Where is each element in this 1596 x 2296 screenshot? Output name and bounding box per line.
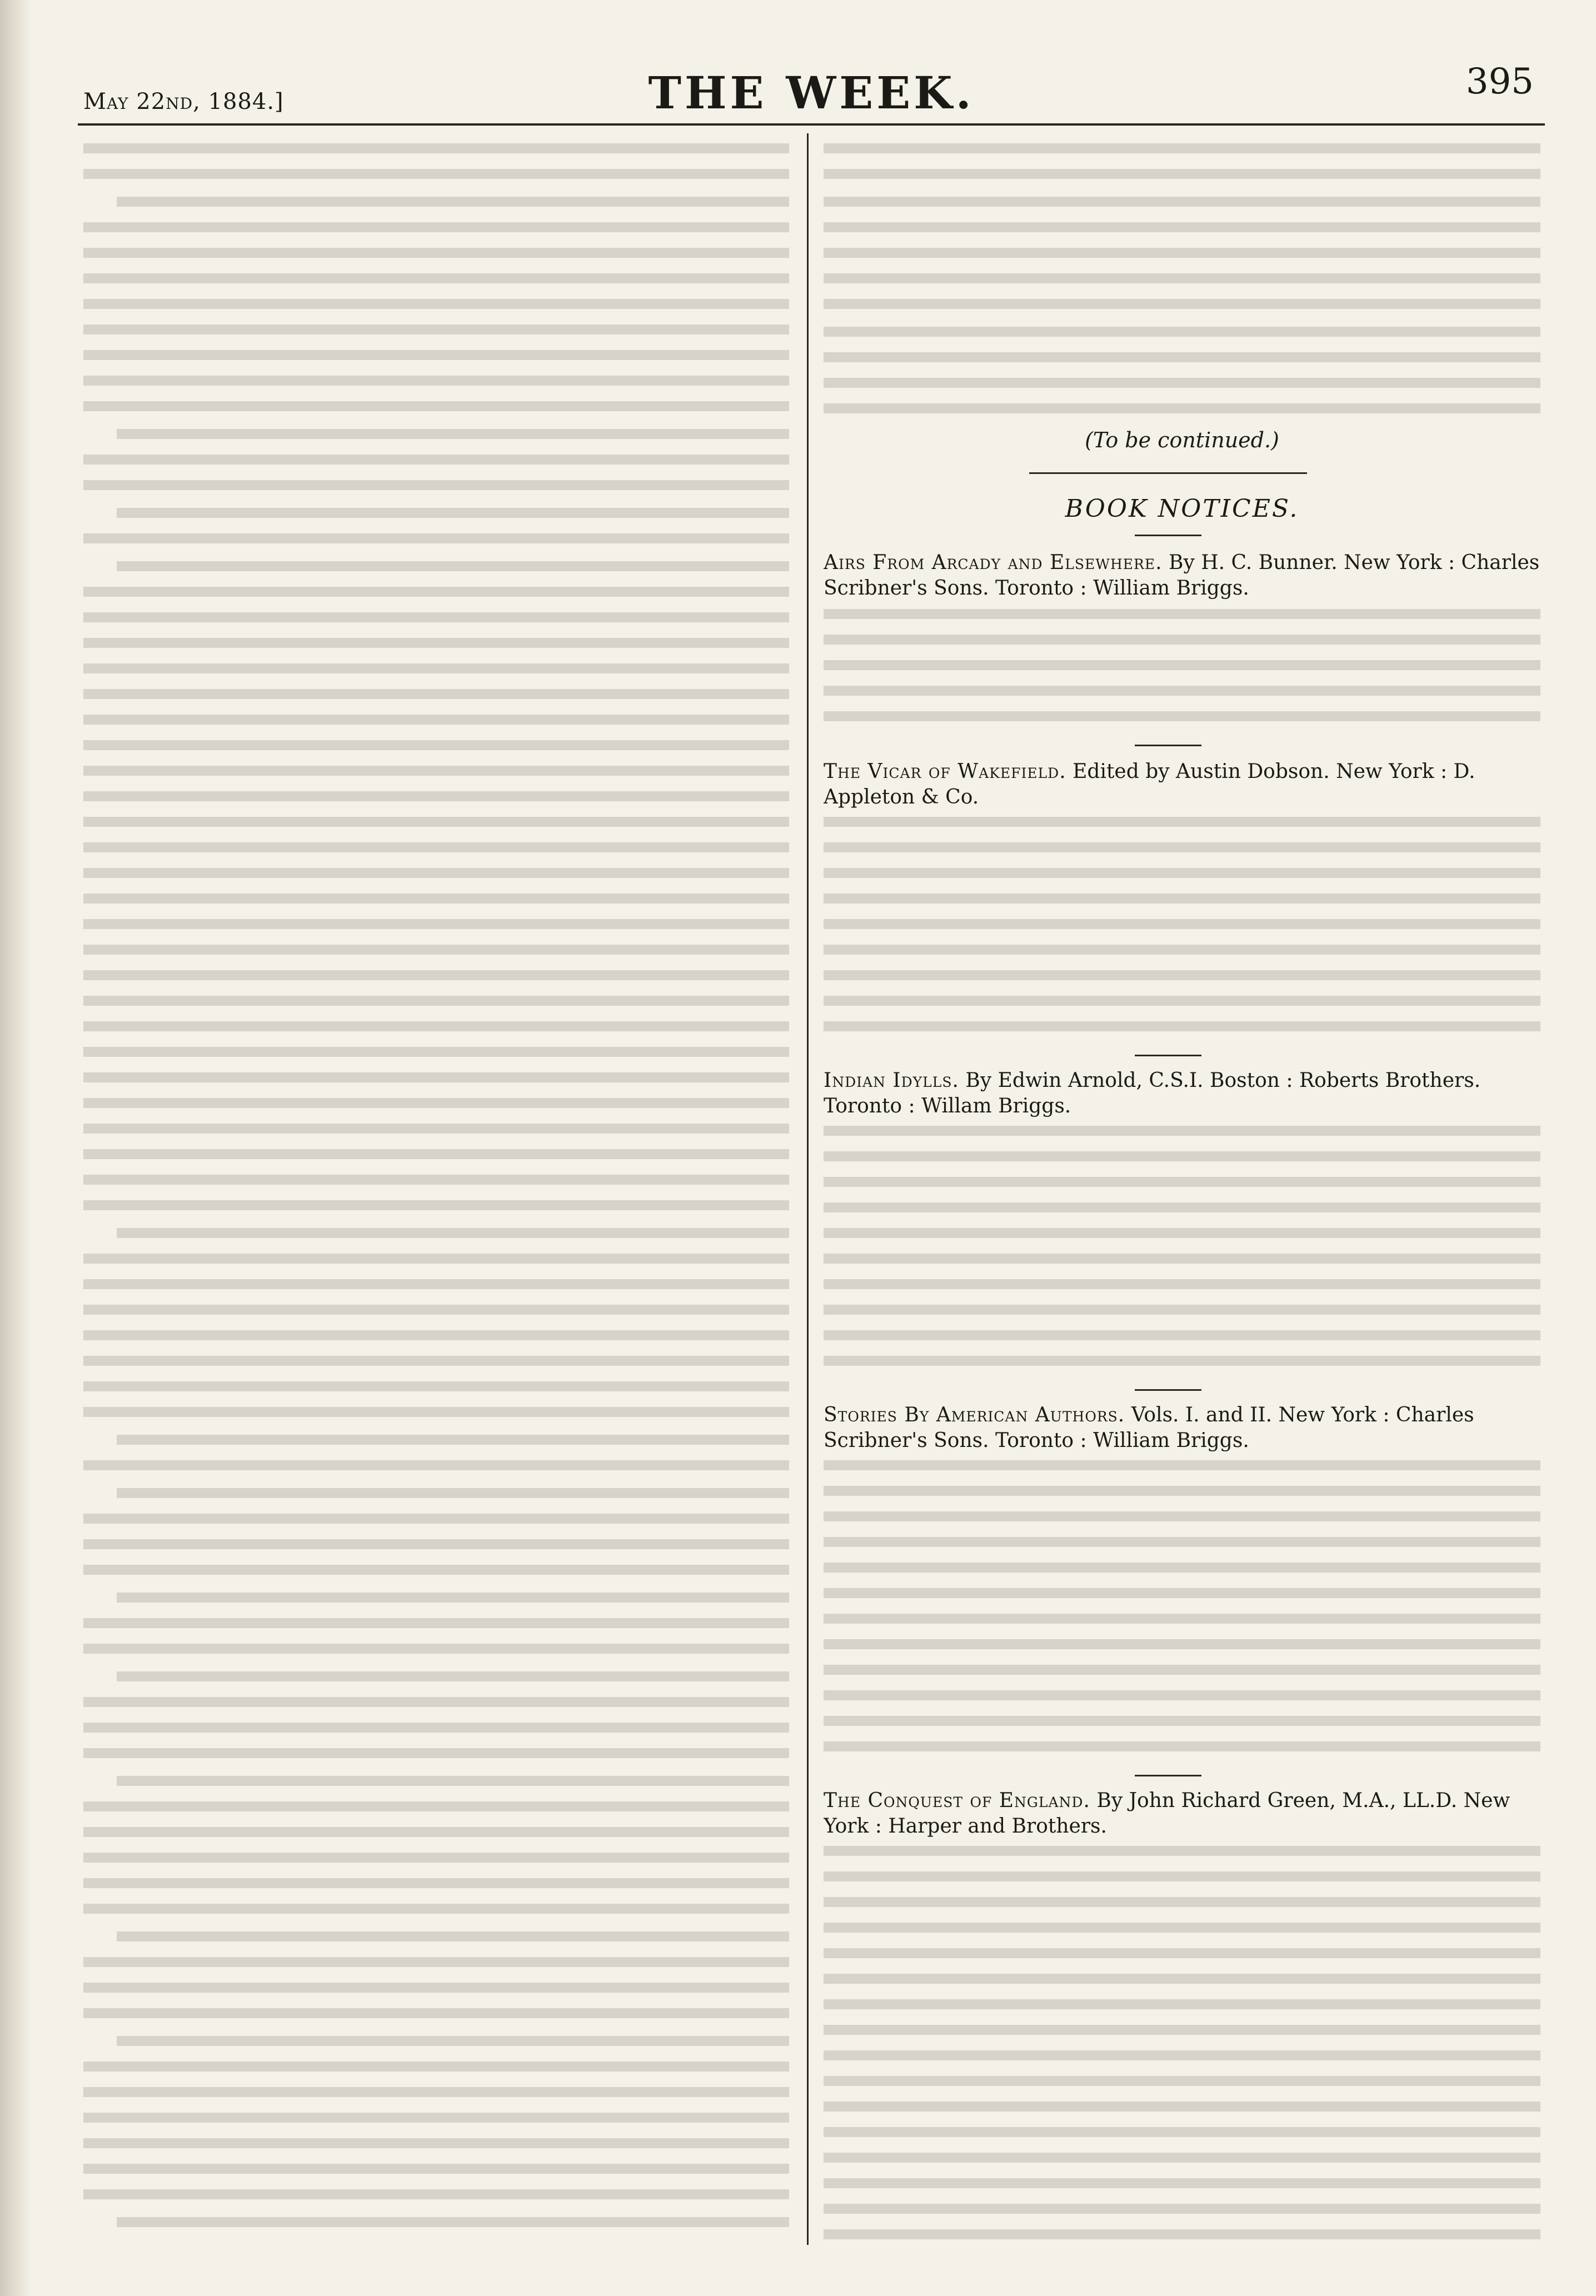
- paragraph: [117, 425, 789, 450]
- paragraph: [83, 218, 789, 422]
- paragraph: [83, 1614, 789, 1665]
- paragraph: [117, 192, 789, 218]
- paragraph: [83, 1249, 789, 1428]
- section-rule: [1029, 472, 1307, 474]
- right-column: [824, 139, 1540, 2250]
- notice-body: [824, 1456, 1540, 1763]
- paragraph: [83, 1953, 789, 2029]
- masthead-title: THE WEEK.: [648, 67, 975, 119]
- paragraph: [83, 1797, 789, 1925]
- paragraph: [824, 139, 1540, 190]
- binding-edge: [0, 0, 31, 2296]
- notice-byline: Vols. I. and II. New York : Charles Scribner's Sons. Toronto : William Briggs.: [824, 1404, 1474, 1452]
- notice-byline: Edited by Austin Dobson. New York : D. Appleton & Co.: [824, 760, 1475, 808]
- section-title: BOOK NOTICES.: [1065, 495, 1299, 523]
- notice-heading: [824, 550, 1540, 601]
- notice-separator: [1135, 1775, 1201, 1776]
- paragraph: [117, 2032, 789, 2057]
- notice-byline: By H. C. Bunner. New York : Charles Scribner's Sons. Toronto : William Briggs.: [824, 551, 1540, 600]
- notice-body: [824, 812, 1540, 1042]
- notice-byline: By Edwin Arnold, C.S.I. Boston : Roberts Brothers. Toronto : Willam Briggs.: [824, 1069, 1481, 1117]
- notice-title: Indian Idylls.: [824, 1069, 959, 1092]
- paragraph: [117, 1484, 789, 1509]
- paragraph: [117, 1430, 789, 1456]
- notice-title: The Conquest of England.: [824, 1789, 1090, 1812]
- paragraph: [824, 192, 1540, 320]
- header-rule: [78, 123, 1545, 126]
- paragraph: [117, 2213, 789, 2238]
- notice-title: The Vicar of Wakefield.: [824, 760, 1066, 783]
- paragraph: [83, 529, 789, 555]
- header-date: May 22nd, 1884.]: [83, 89, 284, 114]
- paragraph: [117, 1927, 789, 1953]
- notice-body: [824, 1121, 1540, 1377]
- paragraph: [117, 1667, 789, 1693]
- paragraph: [117, 1588, 789, 1614]
- notice-separator: [1135, 1055, 1201, 1056]
- column-divider: [807, 133, 809, 2245]
- paragraph: [117, 557, 789, 582]
- paragraph: [117, 503, 789, 529]
- notice-heading: [824, 759, 1540, 810]
- paragraph: [83, 1693, 789, 1769]
- paragraph: [83, 450, 789, 501]
- notice-byline: By John Richard Green, M.A., LL.D. New York : Harper and Brothers.: [824, 1789, 1510, 1838]
- notice-separator: [1135, 745, 1201, 746]
- left-column: [83, 139, 789, 2250]
- notice-title: Stories By American Authors.: [824, 1404, 1125, 1426]
- notice-title: Airs From Arcady and Elsewhere.: [824, 551, 1163, 574]
- notice-heading: [824, 1068, 1540, 1119]
- paragraph: [83, 1509, 789, 1586]
- section-rule: [1135, 535, 1201, 536]
- notice-body: [824, 605, 1540, 732]
- notice-heading: [824, 1402, 1540, 1454]
- paragraph: [117, 1771, 789, 1797]
- notice-heading: [824, 1788, 1540, 1839]
- to-be-continued: (To be continued.): [1085, 428, 1279, 452]
- paragraph: [83, 139, 789, 190]
- paragraph: [83, 582, 789, 1221]
- page-number: 395: [1465, 61, 1534, 102]
- paragraph: [117, 1224, 789, 1249]
- notice-separator: [1135, 1389, 1201, 1391]
- paragraph: [83, 2057, 789, 2210]
- notice-body: [824, 1841, 1540, 2250]
- paragraph: [83, 1456, 789, 1481]
- paragraph: [824, 322, 1540, 425]
- page-header: [78, 61, 1545, 122]
